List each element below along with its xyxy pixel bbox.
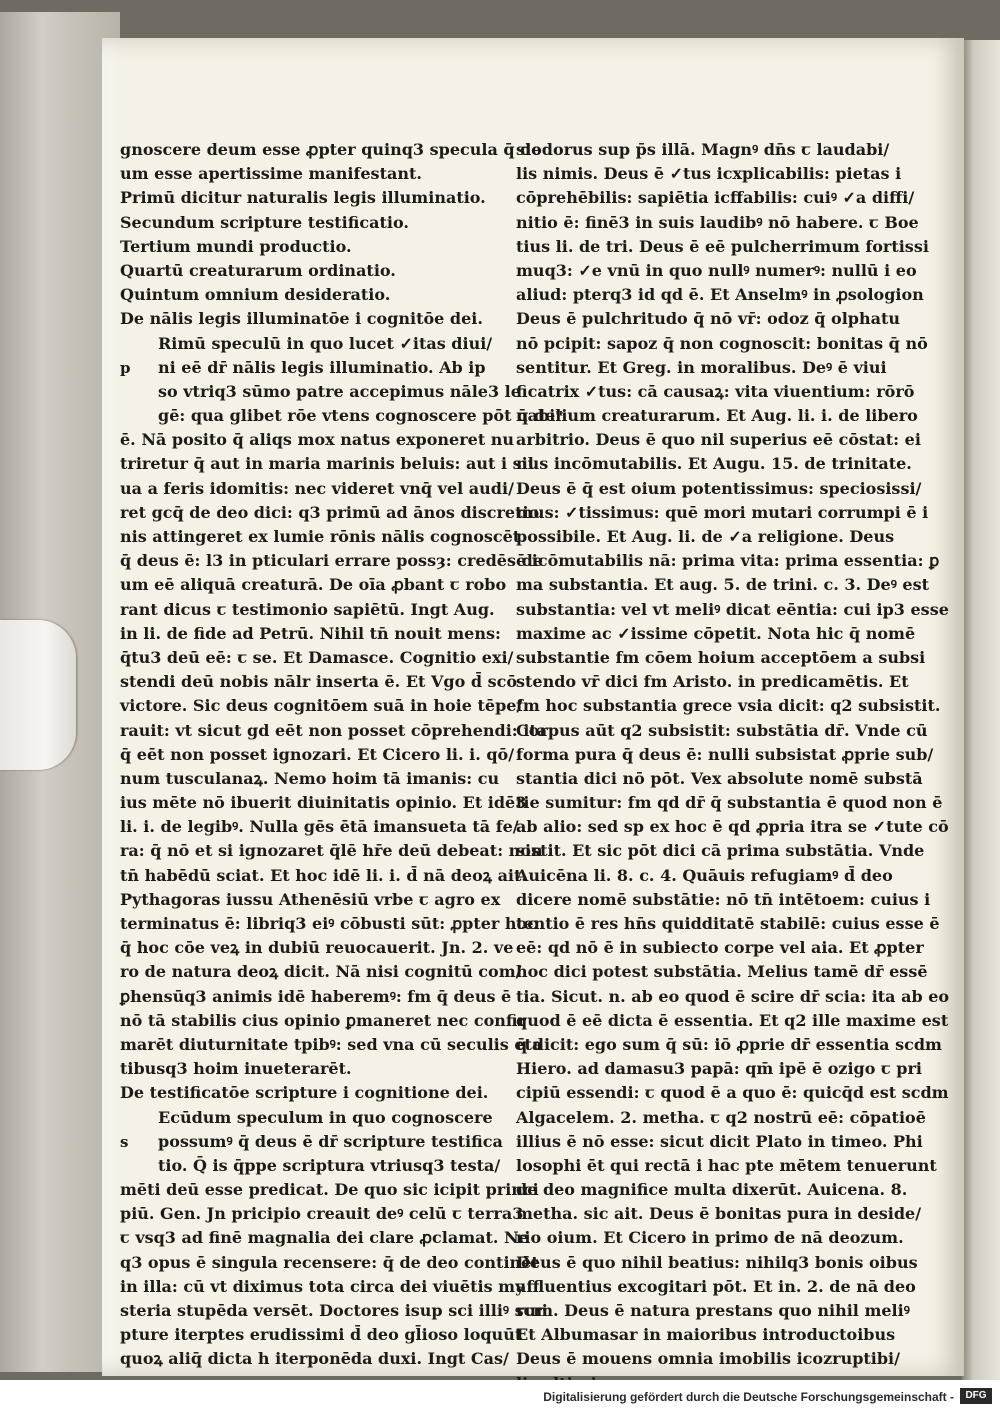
text-line <box>120 283 498 307</box>
text-line <box>120 501 540 525</box>
text-line-content: q̄ eēt non posset ignozari. Et Cicero li. i. qō/ <box>120 744 515 764</box>
text-line-content: Deus ē q̄ est oium potentissimus: speciosissi/ <box>516 478 922 498</box>
text-line-content: tio. Q̄ is q̄ppe scriptura vtriusq3 testa/ <box>158 1155 501 1175</box>
text-line <box>120 598 498 622</box>
text-line-content: rum. Deus ē natura prestans quo nihil meliꝰ <box>516 1301 910 1320</box>
text-line <box>120 670 517 694</box>
text-line <box>516 960 928 984</box>
right-text-column <box>516 138 950 1396</box>
text-line <box>120 743 515 767</box>
text-line <box>516 1154 937 1178</box>
text-line <box>516 719 928 743</box>
text-line-content: ab alio: sed sp ex hoc ē qd ꝓpria itra se ✓tute cō <box>516 817 949 837</box>
text-line <box>516 525 916 549</box>
text-line <box>120 332 498 356</box>
text-line <box>120 1299 548 1323</box>
text-line-content: tie sumitur: fm qd dr̄ q̄ substantia ē quod non ē <box>516 793 943 813</box>
text-line-content: ius mēte nō ibuerit diuinitatis opinio. Et idē3 <box>120 793 527 813</box>
text-line-content: ua a feris idomitis: nec videret vnq̄ vel audi/ <box>120 478 514 498</box>
text-line <box>516 646 926 670</box>
text-line-content: ē. Nā posito q̄ aliqs mox natus exponeret nu <box>120 430 515 450</box>
text-line-content: nitio ē: finē3 in suis laudibꝰ nō habere. ꞇ Boe <box>516 212 919 232</box>
text-line-content: q̄ dicit: ego sum q̄ sū: iō ꝓprie dr̄ essentia scdm <box>516 1034 942 1054</box>
text-line-content: steria stupēda versēt. Doctores isup sci illiꝰ scri <box>120 1301 548 1320</box>
text-line <box>516 1009 949 1033</box>
text-line-content: Quartū creaturarum ordinatio. <box>120 260 396 280</box>
text-line <box>516 1202 922 1226</box>
text-line-content: aliud: pterq3 id qd ē. Et Anselmꝰ in ꝓsologion <box>516 285 924 305</box>
text-line-content: lis nimis. Deus ē ✓tus icxplicabilis: pietas i <box>516 164 902 184</box>
text-line-content: siodorus sup p̄s illā. Magnꝰ dn̄s ꞇ laudabi/ <box>516 140 890 159</box>
text-line-content: tia. Sicut. n. ab eo quod ē scire dr̄ scia: ita ab eo <box>516 986 950 1006</box>
text-line-content: q3 opus ē singula recensere: q̄ de deo continēt <box>120 1252 539 1272</box>
text-line-content: de deo magnifice multa dixerūt. Auicena. 8. <box>516 1180 908 1200</box>
text-line <box>516 1130 923 1154</box>
text-line <box>120 1202 524 1226</box>
text-line-content: cōprehēbilis: sapiētia icffabilis: cuiꝰ ✓a diffi/ <box>516 188 915 208</box>
text-line <box>516 356 916 380</box>
text-line <box>516 573 929 597</box>
text-line <box>120 1323 523 1347</box>
facing-page-edge <box>962 40 1000 1380</box>
text-line <box>120 1275 525 1299</box>
text-line-content: Deus ē mouens omnia imobilis icozruptibi/ <box>516 1349 900 1369</box>
text-line <box>120 477 514 501</box>
text-line-content: Tertium mundi productio. <box>120 236 352 256</box>
text-line-content: Deus ē quo nihil beatius: nihilq3 bonis oibus <box>516 1252 918 1272</box>
text-line-content: in li. de fide ad Petrū. Nihil tn̄ nouit mens: <box>120 623 501 643</box>
text-line <box>120 1057 498 1081</box>
text-line-content: ma substantia. Et aug. 5. de trini. c. 3. Deꝰ est <box>516 575 929 595</box>
text-line <box>120 573 507 597</box>
text-line <box>516 1033 942 1057</box>
text-line-content: rant dicus ꞇ testimonio sapiētū. Ingt Aug. <box>120 599 495 619</box>
text-line <box>516 186 916 210</box>
text-line-content: Ecūdum speculum in quo cognoscere <box>158 1107 493 1127</box>
text-line-content: ꞇ vsq3 ad finē magnalia dei clare ꝓclamat. Ne <box>120 1228 529 1248</box>
text-line-content: mēti deū esse predicat. De quo sic icipit princi <box>120 1180 539 1200</box>
text-line <box>120 1081 498 1105</box>
text-line <box>516 767 923 791</box>
text-line <box>516 1178 916 1202</box>
text-line-content: Algacelem. 2. metha. ꞇ q2 nostrū eē: cōpatioē <box>516 1107 926 1127</box>
text-line <box>516 307 916 331</box>
text-line-content: quoꝝ aliq̄ dicta h iterponēda duxi. Ingt Cas/ <box>120 1349 509 1369</box>
text-line <box>120 549 543 573</box>
text-line-content: Pythagoras iussu Athenēsiū vrbe ꞇ agro ex <box>120 889 501 909</box>
text-line <box>516 936 924 960</box>
text-line-content: nis attingeret ex lumie rōnis nālis cognoscēt <box>120 527 521 546</box>
text-line <box>516 1226 916 1250</box>
text-line-content: Deus ē pulchritudo q̄ nō vr̄: odoz q̄ olphatu <box>516 309 900 329</box>
text-line <box>516 259 916 283</box>
text-line <box>120 1251 539 1275</box>
text-line-content: in illa: cū vt diximus tota circa dei viuētis my <box>120 1276 525 1296</box>
text-line <box>120 452 534 476</box>
dfg-credit-text: Digitalisierung gefördert durch die Deutsche Forschungsgemeinschaft - <box>543 1390 954 1404</box>
text-line-content: Et Albumasar in maioribus introductoibus <box>516 1325 896 1345</box>
text-line-content: Hiero. ad damasu3 papā: qm̄ ipē ē ozigo ꞇ pri <box>516 1059 922 1079</box>
text-line-content: terminatus ē: libriq3 eiꝰ cōbusti sūt: ꝓpter hoc <box>120 914 537 933</box>
text-line <box>516 549 940 573</box>
text-line-content: Primū dicitur naturalis legis illuminatio. <box>120 188 486 208</box>
text-line-content: possumꝰ q̄ deus ē dr̄ scripture testifica <box>158 1131 503 1151</box>
text-line <box>516 1251 916 1275</box>
text-line <box>120 960 522 984</box>
text-line-content: tibusq3 hoim inueterarēt. <box>120 1059 352 1079</box>
text-line <box>516 501 929 525</box>
text-line-content: De nālis legis illuminatōe i cognitōe dei. <box>120 309 483 329</box>
text-line-content: muq3: ✓e vnū in quo nullꝰ numerꝰ: nullū i eo <box>516 260 917 280</box>
text-line <box>516 912 940 936</box>
text-line-content: q̄ hoc cōe veꝝ in dubiū reuocauerit. Jn. 2. ve <box>120 938 514 958</box>
text-line <box>516 743 934 767</box>
page-clip <box>0 620 76 770</box>
text-line-content: ꝑhensūq3 animis idē haberemꝰ: fm q̄ deus ē <box>120 986 512 1006</box>
text-line <box>516 598 949 622</box>
text-line <box>516 1057 922 1081</box>
text-line-content: triretur q̄ aut in maria marinis beluis: aut i sil <box>120 454 534 474</box>
text-line-content: nō tā stabilis cius opinio ꝑmaneret nec confir <box>120 1010 526 1030</box>
text-line <box>120 1347 509 1371</box>
text-line-content: um esse apertissime manifestant. <box>120 164 422 184</box>
text-line <box>516 428 921 452</box>
text-line-content: De testificatōe scripture i cognitione dei. <box>120 1083 489 1103</box>
text-line <box>516 1299 916 1323</box>
text-line <box>516 404 916 428</box>
text-line <box>516 694 941 718</box>
text-line-content: piū. Gen. Jn pricipio creauit deꝰ celū ꞇ terra3 <box>120 1204 524 1224</box>
text-line <box>120 646 514 670</box>
text-line-content: ē icōmutabilis nā: prima vita: prima essentia: ꝑ <box>516 551 940 571</box>
text-line-content: illius ē nō esse: sicut dicit Plato in timeo. Phi <box>516 1131 923 1151</box>
text-line <box>120 525 521 549</box>
text-line <box>120 356 498 380</box>
text-line-content: arbitrio. Deus ē quo nil superius eē cōstat: ei <box>516 430 921 450</box>
text-line-content: gnoscere deum esse ꝓpter quinq3 specula q̄ de <box>120 140 542 159</box>
text-line-content: possibile. Et Aug. li. de ✓a religione. Deus <box>516 527 895 546</box>
text-line <box>516 985 950 1009</box>
text-line-content: rauit: vt sicut gd eēt non posset cōprehendi: ita <box>120 720 548 740</box>
initial-letter: s <box>120 1132 129 1151</box>
text-line <box>516 888 931 912</box>
text-line-content: num tusculanaꝝ. Nemo hoim tā imanis: cu <box>120 768 500 788</box>
text-line <box>120 815 519 839</box>
text-line-content: stendi deū nobis nālr inserta ē. Et Vgo d̄ scō <box>120 672 517 692</box>
text-line <box>120 622 501 646</box>
book-page <box>102 38 964 1376</box>
text-line <box>516 452 916 476</box>
text-line <box>120 1154 501 1178</box>
text-line-content: fm hoc substantia grece vsia dicit: q2 subsistit. <box>516 696 941 716</box>
text-line-content: stendo vr̄ dici fm Aristo. in predicamētis. Et <box>516 672 909 692</box>
text-line <box>516 380 916 404</box>
text-line-content: Auicēna li. 8. c. 4. Quāuis refugiamꝰ d̄ deo <box>516 865 893 885</box>
text-line-content: q̄tu3 deū eē: ꞇ se. Et Damasce. Cognitio exi/ <box>120 647 514 667</box>
text-line-content: mus: ✓tissimus: quē mori mutari corrumpi ē i <box>516 502 929 522</box>
text-line <box>516 1275 916 1299</box>
text-line <box>120 694 523 718</box>
text-line-content: victore. Sic deus cognitōem suā in hoie tēpe/ <box>120 696 523 716</box>
text-line-content: sentitur. Et Greg. in moralibus. Deꝰ ē viui <box>516 357 887 377</box>
text-line-content: tn̄ habēdū sciat. Et hoc idē li. i. d̄ nā deoꝝ ait. <box>120 865 527 885</box>
text-line-content: Quintum omnium desideratio. <box>120 285 391 305</box>
left-text-column <box>120 138 564 1372</box>
text-line <box>120 864 527 888</box>
text-line <box>120 791 527 815</box>
text-line <box>120 1130 503 1154</box>
text-line-content: affluentius excogitari pōt. Et in. 2. de nā deo <box>516 1276 916 1296</box>
text-line <box>516 864 916 888</box>
text-line-content: nus incōmutabilis. Et Augu. 15. de trinitate. <box>516 454 912 474</box>
text-line-content: substantie fm cōem hoium acceptōem a subsi <box>516 647 926 667</box>
text-line <box>120 1033 543 1057</box>
text-line-content: ro de natura deoꝝ dicit. Nā nisi cognitū com/ <box>120 962 522 982</box>
text-line <box>516 622 916 646</box>
text-line-content: sistit. Et sic pōt dici cā prima substātia. Vnde <box>516 841 925 861</box>
text-line-content: losophi ēt qui rectā i hac pte mētem tenuerunt <box>516 1155 937 1175</box>
text-line-content: um eē aliquā creaturā. De oīa ꝓbant ꞇ robo <box>120 575 507 595</box>
text-line-content: ni eē dr̄ nālis legis illuminatio. Ab ip <box>158 357 486 377</box>
text-line <box>516 477 922 501</box>
text-line-content: rio oium. Et Cicero in primo de nā deozum. <box>516 1228 904 1248</box>
text-line-content: eē: qd nō ē in subiecto corpe vel aia. Et ꝓpter <box>516 938 924 958</box>
text-line <box>516 839 925 863</box>
text-line <box>120 138 542 162</box>
text-line <box>120 1226 529 1250</box>
text-line-content: quod ē eē dicta ē essentia. Et q2 ille maxime est <box>516 1010 949 1030</box>
text-line-content: dicere nomē substātie: nō tn̄ intētoem: cuius i <box>516 889 931 909</box>
dfg-logo: DFG <box>960 1388 992 1404</box>
text-line <box>516 235 929 259</box>
text-line-content: q̄ deus ē: l3 in pticulari errare possȝ: credēs de <box>120 551 543 571</box>
text-line <box>516 670 916 694</box>
text-line <box>120 912 537 936</box>
text-line-content: cipiū essendi: ꞇ quod ē a quo ē: quicq̄d est scdm <box>516 1083 949 1103</box>
text-line <box>120 211 498 235</box>
text-line <box>120 1106 498 1130</box>
text-line <box>516 1106 926 1130</box>
text-line <box>120 235 498 259</box>
text-line-content: maxime ac ✓issime cōpetit. Nota hic q̄ nomē <box>516 623 916 643</box>
text-line <box>120 1178 539 1202</box>
text-line-content: hoc dici potest substātia. Melius tamē dr̄ essē <box>516 962 928 982</box>
text-line-content: li. i. de legibꝰ. Nulla gēs ētā imansueta tā fe/ <box>120 817 519 837</box>
text-line <box>516 815 949 839</box>
text-line-content: tentio ē res hn̄s quidditatē stabilē: cuius esse ē <box>516 914 940 933</box>
text-line-content: ra: q̄ nō et si ignozaret q̄lē hr̄e deū debeat: non <box>120 841 543 861</box>
text-line-content: stantia dici nō pōt. Vex absolute nomē substā <box>516 768 923 788</box>
text-line <box>120 186 498 210</box>
text-line <box>120 307 498 331</box>
text-line-content: Secundum scripture testificatio. <box>120 212 409 232</box>
text-line <box>516 332 928 356</box>
text-line-content: so vtriq3 sūmo patre accepimus nāle3 le <box>158 381 521 401</box>
text-line-content: nō pcipit: sapoz q̄ non cognoscit: bonitas q̄ nō <box>516 333 928 353</box>
text-line <box>120 936 514 960</box>
text-line-content: pture iterptes erudissimi d̄ deo gl̄ioso loquūt <box>120 1325 523 1345</box>
text-line-content: marēt diuturnitate tpibꝰ: sed vna cū seculis eta <box>120 1034 543 1054</box>
text-line <box>120 888 501 912</box>
text-line-content: ret gcq̄ de deo dici: q3 primū ad ānos discretio <box>120 502 540 522</box>
text-line <box>120 839 543 863</box>
text-line-content: Corpus aūt q2 subsistit: substātia dr̄. Vnde cū <box>516 720 928 740</box>
text-line-content: ficatrix ✓tus: cā causaꝝ: vita viuentium: rōrō <box>516 381 915 401</box>
text-line-content: nabilium creaturarum. Et Aug. li. i. de libero <box>516 406 918 426</box>
text-line <box>120 767 498 791</box>
text-line <box>120 259 498 283</box>
text-line-content: forma pura q̄ deus ē: nulli subsistat ꝓprie sub/ <box>516 744 934 764</box>
text-line <box>516 211 919 235</box>
text-line-content: substantia: vel vt meliꝰ dicat eēntia: cui ip3 esse <box>516 599 949 619</box>
text-line <box>516 162 916 186</box>
text-line <box>120 428 515 452</box>
text-line <box>516 791 943 815</box>
text-line <box>120 380 521 404</box>
text-line <box>120 404 564 428</box>
text-line <box>516 138 916 162</box>
text-line-content: Rimū speculū in quo lucet ✓itas diui/ <box>158 333 493 353</box>
text-line <box>516 1323 916 1347</box>
footer-bar <box>0 1380 1000 1414</box>
text-line-content: metha. sic ait. Deus ē bonitas pura in deside/ <box>516 1204 922 1224</box>
initial-letter: p <box>120 358 131 377</box>
text-line-content: gē: qua glibet rōe vtens cognoscere pōt q̄ deᵘ <box>158 406 564 426</box>
text-line <box>120 985 512 1009</box>
text-line <box>120 719 548 743</box>
text-line <box>120 162 498 186</box>
text-line <box>516 1081 949 1105</box>
text-line-content: tius li. de tri. Deus ē eē pulcherrimum fortissi <box>516 236 929 256</box>
text-line <box>516 283 924 307</box>
text-line <box>120 1009 526 1033</box>
text-line <box>516 1347 916 1371</box>
